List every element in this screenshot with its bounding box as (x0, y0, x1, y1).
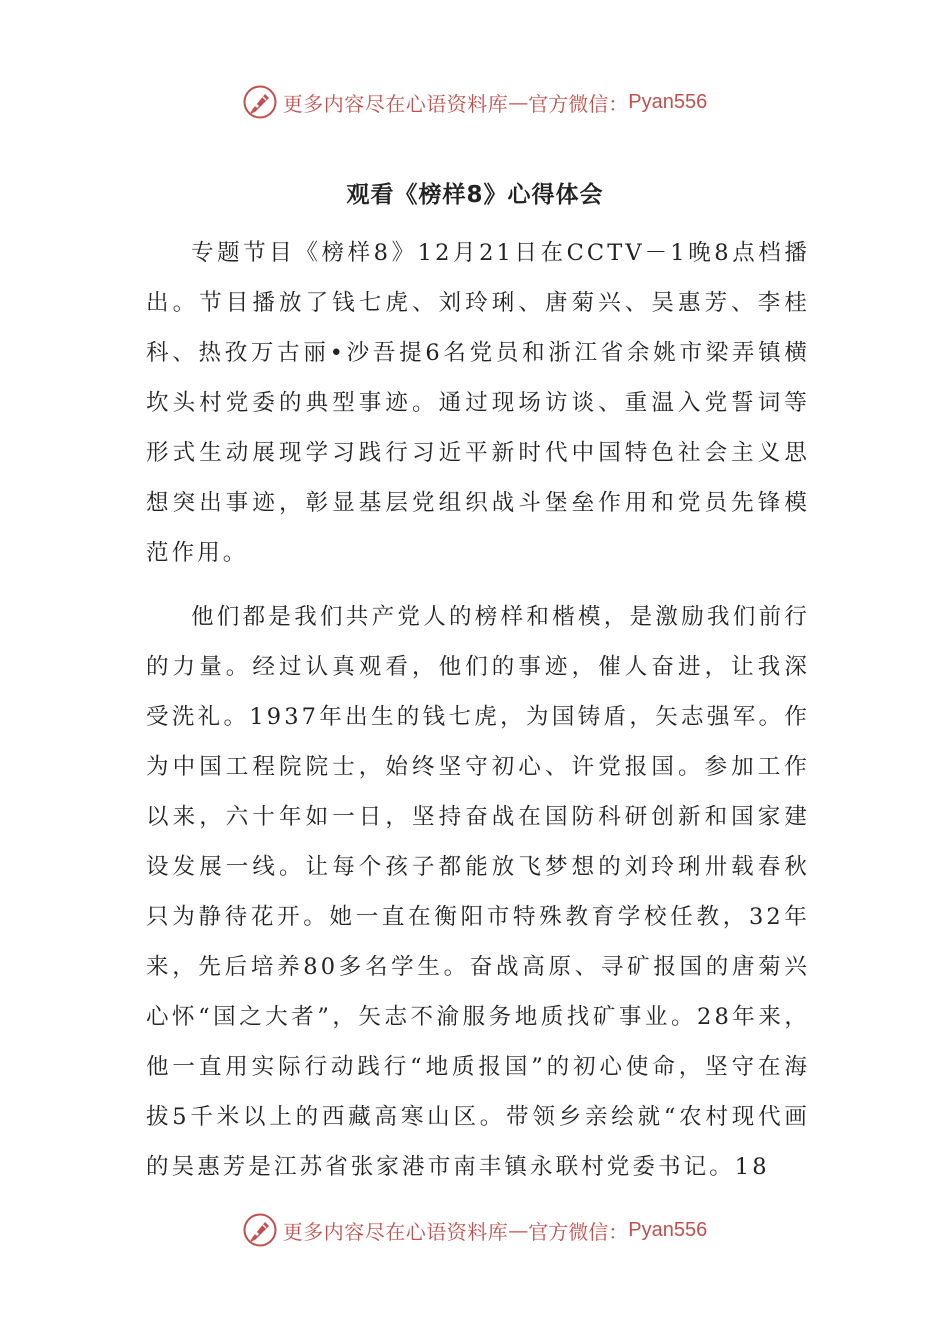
header-banner (0, 82, 950, 122)
banner-dash: — (508, 1218, 529, 1242)
banner-dash: — (508, 90, 529, 114)
banner-wechat-label: 官方微信： (528, 91, 629, 116)
pen-nib-logo-icon (243, 1213, 277, 1247)
banner-wechat-id: Pyan556 (628, 1218, 708, 1241)
document-body (146, 228, 810, 1192)
banner-wechat-label: 官方微信： (528, 1219, 629, 1244)
document-title: 观看《榜样8》心得体会 (346, 182, 604, 208)
footer-banner (0, 1210, 950, 1250)
banner-text: 更多内容尽在心语资料库 (282, 1219, 509, 1244)
paragraph-1: 专题节目《榜样8》12月21日在CCTV－1晚8点档播出。节目播放了钱七虎、刘玲琍、唐菊兴、吴惠芳、李桂科、热孜万古丽•沙吾提6名党员和浙江省余姚市梁弄镇横坎头村党委的典型事迹。通过现场访谈、重温入党誓词等形式生动展现学习践行习近平新时代中国特色社会主义思想突出事迹，彰显基层党组织战斗堡垒作用和党员先锋模范作用。 (146, 240, 811, 566)
banner-wechat-id: Pyan556 (628, 90, 708, 113)
pen-nib-logo-icon (243, 85, 277, 119)
paragraph-2: 他们都是我们共产党人的榜样和楷模，是激励我们前行的力量。经过认真观看，他们的事迹，催人奋进，让我深受洗礼。1937年出生的钱七虎，为国铸盾，矢志强军。作为中国工程院院士，始终坚守初心、许党报国。参加工作以来，六十年如一日，坚持奋战在国防科研创新和国家建设发展一线。让每个孩子都能放飞梦想的刘玲琍卅载春秋只为静待花开。她一直在衡阳市特殊教育学校任教，32年来，先后培养80多名学生。奋战高原、寻矿报国的唐菊兴心怀“国之大者”，矢志不渝服务地质找矿事业。28年来，他一直用实际行动践行“地质报国”的初心使命，坚守在海拔5千米以上的西藏高寒山区。带领乡亲绘就“农村现代画的吴惠芳是江苏省张家港市南丰镇永联村党委书记。18 (146, 604, 810, 1180)
banner-text: 更多内容尽在心语资料库 (282, 91, 509, 116)
